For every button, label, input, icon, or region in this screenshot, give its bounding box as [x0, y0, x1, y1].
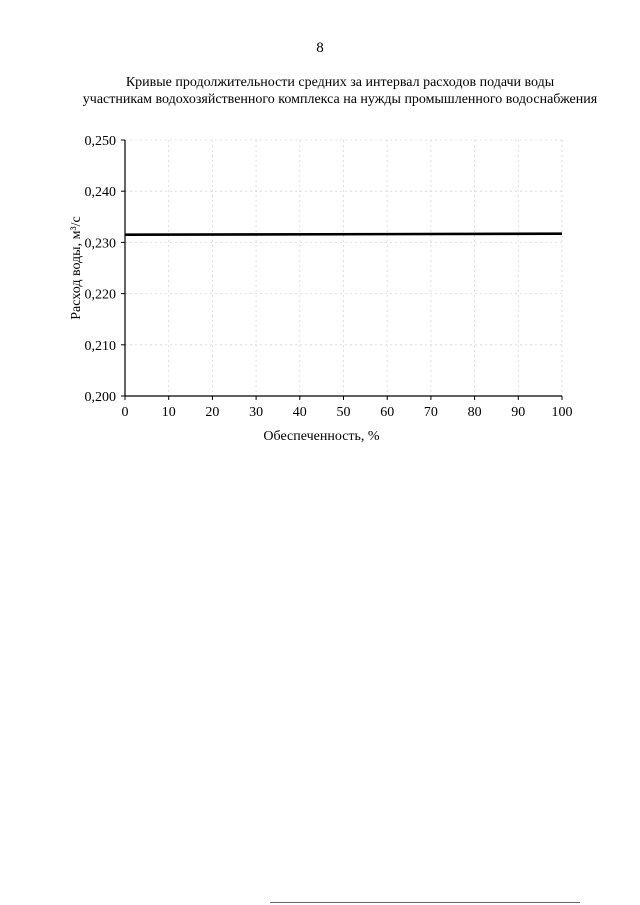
x-tick-label: 100: [551, 405, 573, 420]
x-ticks: [122, 405, 573, 420]
x-tick-label: 20: [205, 405, 220, 420]
axes: [121, 140, 562, 400]
series-line: [125, 234, 562, 235]
x-tick-label: 80: [467, 405, 482, 420]
x-tick-label: 90: [511, 405, 526, 420]
y-ticks: [85, 134, 117, 405]
x-tick-label: 30: [249, 405, 264, 420]
y-tick-label: 0,250: [84, 134, 116, 149]
y-axis-label: Расход воды, м³/с: [69, 216, 84, 320]
x-tick-label: 40: [292, 405, 307, 420]
x-tick-label: 60: [380, 405, 395, 420]
grid: [125, 140, 562, 396]
chart-title: [60, 74, 620, 108]
x-tick-label: 50: [336, 405, 351, 420]
chart-title-line-1: Кривые продолжительности средних за интервал расходов подачи воды: [125, 75, 555, 90]
y-tick-label: 0,220: [84, 287, 116, 303]
y-tick-label: 0,240: [84, 185, 116, 201]
y-tick-label: 0,230: [84, 236, 116, 252]
y-tick-label: 0,210: [84, 338, 116, 354]
scan-edge-line: [270, 902, 580, 903]
x-axis-label: Обеспеченность, %: [263, 429, 380, 444]
series-layer: [125, 234, 562, 235]
chart-title-line-2: участникам водохозяйственного комплекса на нужды промышленного водоснабжения: [82, 92, 598, 107]
x-tick-label: 10: [161, 405, 176, 420]
chart: [0, 120, 640, 460]
y-tick-label: 0,200: [84, 390, 116, 405]
x-tick-label: 0: [121, 405, 129, 420]
x-tick-label: 70: [423, 405, 438, 420]
page-number: 8: [316, 40, 324, 56]
